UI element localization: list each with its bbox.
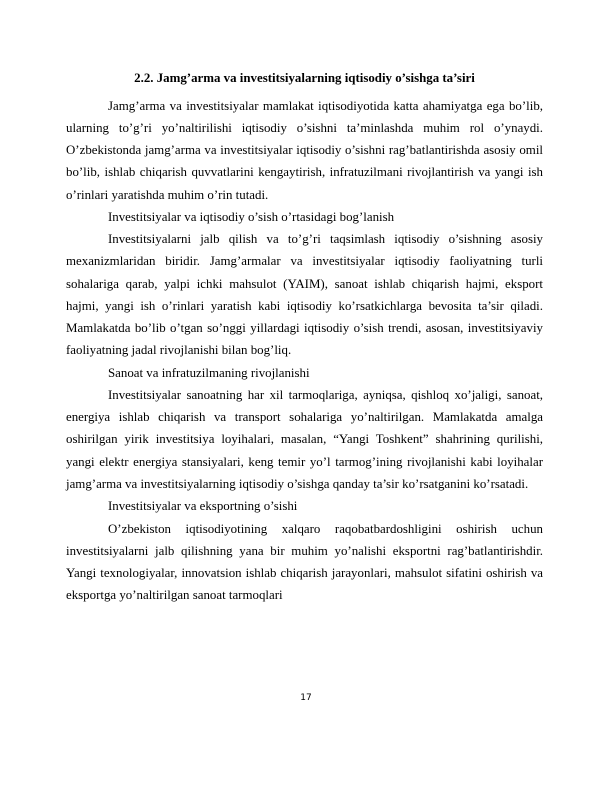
section-title: 2.2. Jamg’arma va investitsiyalarning iqtisodiy o’sishga ta’siri bbox=[134, 71, 475, 85]
document-body bbox=[66, 95, 543, 607]
subheading-industry-infrastructure: Sanoat va infratuzilmaning rivojlanishi bbox=[108, 365, 310, 380]
paragraph-investment-growth: Investitsiyalarni jalb qilish va to’g’ri taqsimlash iqtisodiy o’sishning asosiy mexanizmlaridan biridir. Jamg’armalar va investitsiyalar iqtisodiy faoliyatning turli sohalariga qarab, yalpi ichki mahsulot (YAIM), sanoat ishlab chiqarish hajmi, eksport hajmi, yangi ish o’rinlari yaratish kabi iqtisodiy ko’rsatkichlarga bevosita ta’sir qiladi. Mamlakatda bo’lib o’tgan so’nggi yillardagi iqtisodiy o’sish trendi, asosan, investitsiyaviy faoliyatning jadal rivojlanishi bilan bog’liq. bbox=[66, 232, 543, 358]
page-number: 17 bbox=[300, 693, 312, 703]
paragraph-intro: Jamg’arma va investitsiyalar mamlakat iqtisodiyotida katta ahamiyatga ega bo’lib, ularning to’g’ri yo’naltirilishi iqtisodiy o’sishni ta’minlashda muhim rol o’ynaydi. O’zbekistonda jamg’arma va investitsiyalar iqtisodiy o’sishni rag’batlantirishda asosiy omil bo’lib, ishlab chiqarish quvvatlarini kengaytirish, infratuzilmani rivojlantirish va yangi ish o’rinlari yaratishda muhim o’rin tutadi. bbox=[66, 98, 543, 202]
paragraph-industry-infrastructure: Investitsiyalar sanoatning har xil tarmoqlariga, ayniqsa, qishloq xo’jaligi, sanoat, energiya ishlab chiqarish va transport sohalariga yo’naltirilgan. Mamlakatda amalga oshirilgan yirik investitsiya loyihalari, masalan, “Yangi Toshkent” shahrining qurilishi, yangi elektr energiya stansiyalari, keng temir yo’l tarmog’ining rivojlanishi kabi loyihalar jamg’arma va investitsiyalarning iqtisodiy o’sishga qanday ta’sir ko’rsatganini ko’rsatadi. bbox=[66, 387, 543, 492]
paragraph-investment-export: O’zbekiston iqtisodiyotining xalqaro raqobatbardoshligini oshirish uchun investitsiyalarni jalb qilishning yana bir muhim yo’nalishi eksportni rag’batlantirishdir. Yangi texnologiyalar, innovatsion ishlab chiqarish jarayonlari, mahsulot sifatini oshirish va eksportga yo’naltirilgan sanoat tarmoqlari bbox=[66, 521, 543, 603]
subheading-investment-growth-link: Investitsiyalar va iqtisodiy o’sish o’rtasidagi bog’lanish bbox=[108, 209, 395, 224]
subheading-investment-export: Investitsiyalar va eksportning o’sishi bbox=[108, 499, 298, 514]
